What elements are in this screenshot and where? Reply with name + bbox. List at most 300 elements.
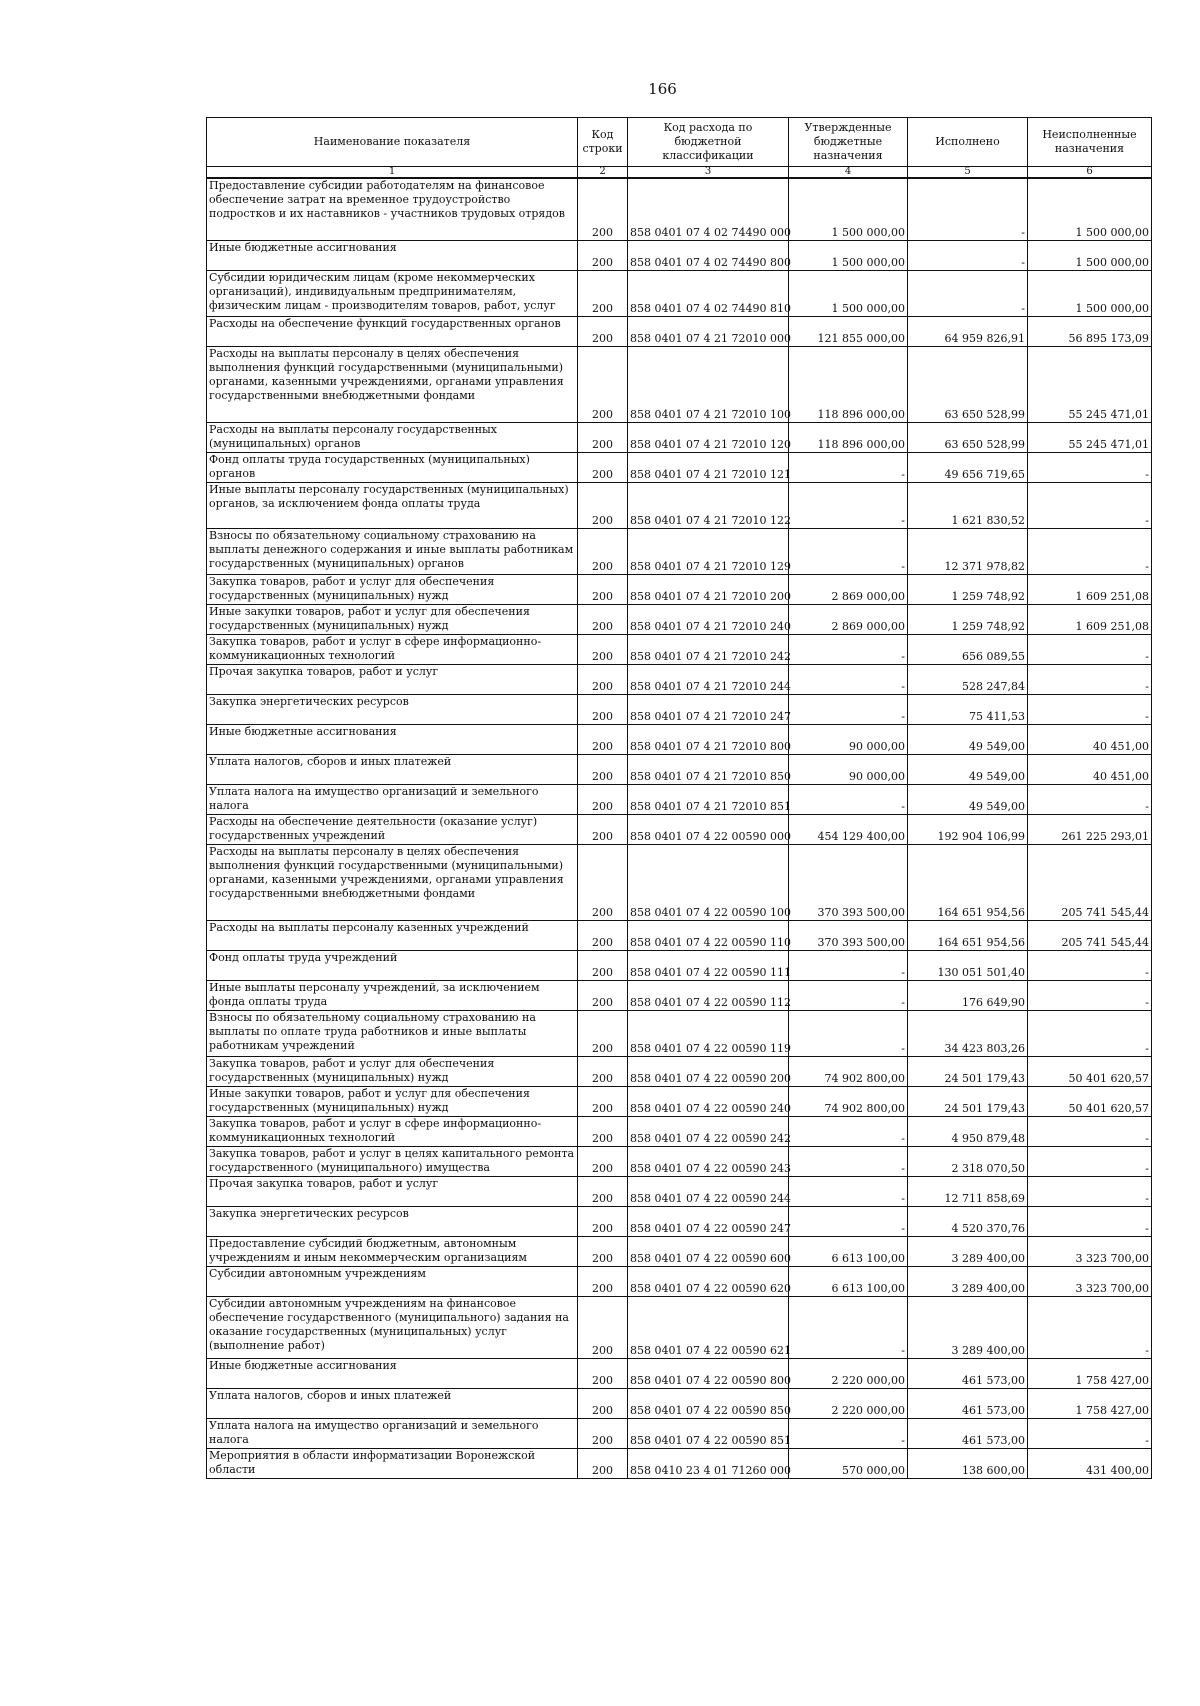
header-name: Наименование показателя — [207, 118, 578, 167]
row-approved-value: - — [901, 1191, 905, 1205]
row-approved — [789, 1056, 908, 1086]
row-approved-value: - — [901, 1343, 905, 1357]
row-code-value: 200 — [592, 679, 613, 693]
row-unexecuted-value: - — [1145, 1221, 1149, 1235]
table-row — [207, 574, 1152, 604]
row-unexecuted-value: - — [1145, 513, 1149, 527]
row-classification-value: 858 0401 07 4 21 72010 240 — [630, 619, 791, 633]
row-executed-value: 461 573,00 — [962, 1433, 1025, 1447]
row-name: Закупка товаров, работ и услуг для обеспечения государственных (муниципальных) нужд — [207, 574, 578, 604]
row-name: Уплата налогов, сборов и иных платежей — [207, 1388, 578, 1418]
row-code-value: 200 — [592, 1343, 613, 1357]
row-name: Субсидии автономным учреждениям на финансовое обеспечение государственного (муниципального) задания на оказание государственных (муниципальных) услуг (выполнение работ) — [207, 1296, 578, 1358]
row-code-value: 200 — [592, 513, 613, 527]
table-row — [207, 634, 1152, 664]
row-executed — [908, 574, 1028, 604]
row-unexecuted — [1028, 844, 1152, 920]
row-approved-value: - — [901, 467, 905, 481]
row-executed — [908, 240, 1028, 270]
row-code-value: 200 — [592, 799, 613, 813]
row-executed — [908, 1296, 1028, 1358]
row-approved — [789, 634, 908, 664]
row-unexecuted-value: - — [1145, 965, 1149, 979]
table-row — [207, 664, 1152, 694]
row-executed-value: 49 549,00 — [969, 769, 1025, 783]
row-unexecuted-value: - — [1145, 799, 1149, 813]
row-approved — [789, 754, 908, 784]
row-approved-value: - — [901, 1161, 905, 1175]
row-executed-value: 12 711 858,69 — [944, 1191, 1025, 1205]
row-code — [578, 604, 628, 634]
row-approved — [789, 784, 908, 814]
row-classification — [628, 1236, 789, 1266]
row-executed — [908, 1116, 1028, 1146]
row-approved-value: 1 500 000,00 — [831, 225, 905, 239]
row-approved-value: - — [901, 1131, 905, 1145]
row-approved — [789, 422, 908, 452]
row-approved-value: - — [901, 1221, 905, 1235]
page-number: 166 — [648, 80, 677, 98]
row-unexecuted-value: 40 451,00 — [1093, 739, 1149, 753]
row-unexecuted-value: 55 245 471,01 — [1068, 407, 1149, 421]
row-executed-value: 64 959 826,91 — [944, 331, 1025, 345]
row-approved — [789, 346, 908, 422]
row-code-value: 200 — [592, 589, 613, 603]
row-executed-value: - — [1021, 301, 1025, 315]
table-row — [207, 920, 1152, 950]
row-executed-value: 75 411,53 — [969, 709, 1025, 723]
row-unexecuted — [1028, 1418, 1152, 1448]
row-approved — [789, 814, 908, 844]
row-approved-value: 2 869 000,00 — [831, 589, 905, 603]
row-name: Расходы на обеспечение деятельности (оказание услуг) государственных учреждений — [207, 814, 578, 844]
row-code-value: 200 — [592, 1071, 613, 1085]
row-unexecuted — [1028, 1266, 1152, 1296]
row-approved — [789, 1206, 908, 1236]
row-classification — [628, 1116, 789, 1146]
row-name: Взносы по обязательному социальному страхованию на выплаты денежного содержания и иные выплаты работникам государственных (муниципальных) органов — [207, 528, 578, 574]
row-executed — [908, 1086, 1028, 1116]
row-classification — [628, 528, 789, 574]
row-executed — [908, 178, 1028, 240]
row-classification-value: 858 0401 07 4 21 72010 000 — [630, 331, 791, 345]
row-name: Предоставление субсидий бюджетным, автономным учреждениям и иным некоммерческим организациям — [207, 1236, 578, 1266]
row-approved — [789, 1296, 908, 1358]
row-classification — [628, 422, 789, 452]
row-executed — [908, 980, 1028, 1010]
row-approved-value: 370 393 500,00 — [817, 935, 905, 949]
row-approved — [789, 844, 908, 920]
row-approved-value: 1 500 000,00 — [831, 301, 905, 315]
row-executed-value: 164 651 954,56 — [937, 935, 1025, 949]
row-approved — [789, 270, 908, 316]
row-code-value: 200 — [592, 559, 613, 573]
row-unexecuted-value: 1 500 000,00 — [1075, 225, 1149, 239]
row-unexecuted-value: - — [1145, 649, 1149, 663]
table-row — [207, 240, 1152, 270]
row-executed-value: 130 051 501,40 — [937, 965, 1025, 979]
header-code: Код строки — [578, 118, 628, 167]
row-classification-value: 858 0401 07 4 21 72010 122 — [630, 513, 791, 527]
row-code-value: 200 — [592, 1281, 613, 1295]
row-approved-value: - — [901, 799, 905, 813]
row-code-value: 200 — [592, 301, 613, 315]
row-unexecuted — [1028, 980, 1152, 1010]
header-classification: Код расхода по бюджетной классификации — [628, 118, 789, 167]
row-approved — [789, 604, 908, 634]
row-classification — [628, 1418, 789, 1448]
row-code — [578, 1358, 628, 1388]
row-name: Прочая закупка товаров, работ и услуг — [207, 664, 578, 694]
row-name: Закупка товаров, работ и услуг в сфере информационно-коммуникационных технологий — [207, 634, 578, 664]
row-code — [578, 784, 628, 814]
row-approved — [789, 482, 908, 528]
table-row — [207, 980, 1152, 1010]
column-number: 6 — [1028, 167, 1152, 179]
row-name: Расходы на выплаты персоналу казенных учреждений — [207, 920, 578, 950]
row-name: Расходы на выплаты персоналу в целях обеспечения выполнения функций государственными (муниципальными) органами, казенными учреждениями, органами управления государственными внебюджетными фондами — [207, 346, 578, 422]
row-name: Взносы по обязательному социальному страхованию на выплаты по оплате труда работников и иные выплаты работникам учреждений — [207, 1010, 578, 1056]
row-unexecuted-value: - — [1145, 1343, 1149, 1357]
row-approved — [789, 1448, 908, 1478]
row-executed — [908, 920, 1028, 950]
row-executed-value: 4 520 370,76 — [951, 1221, 1025, 1235]
row-executed — [908, 528, 1028, 574]
row-code — [578, 1176, 628, 1206]
table-row — [207, 1116, 1152, 1146]
row-unexecuted — [1028, 1086, 1152, 1116]
row-name: Субсидии автономным учреждениям — [207, 1266, 578, 1296]
row-executed — [908, 1418, 1028, 1448]
row-approved-value: 2 220 000,00 — [831, 1373, 905, 1387]
row-code — [578, 664, 628, 694]
row-classification-value: 858 0401 07 4 22 00590 119 — [630, 1041, 791, 1055]
row-classification — [628, 920, 789, 950]
table-row — [207, 1418, 1152, 1448]
row-code — [578, 422, 628, 452]
row-classification — [628, 604, 789, 634]
row-unexecuted-value: - — [1145, 1433, 1149, 1447]
row-approved — [789, 528, 908, 574]
row-approved — [789, 1266, 908, 1296]
row-executed — [908, 694, 1028, 724]
table-row — [207, 754, 1152, 784]
row-approved — [789, 316, 908, 346]
row-code — [578, 1116, 628, 1146]
row-executed-value: 3 289 400,00 — [951, 1343, 1025, 1357]
row-approved-value: 118 896 000,00 — [817, 437, 905, 451]
row-classification-value: 858 0401 07 4 21 72010 200 — [630, 589, 791, 603]
row-classification-value: 858 0401 07 4 21 72010 247 — [630, 709, 791, 723]
row-code — [578, 1086, 628, 1116]
row-approved — [789, 980, 908, 1010]
header-executed: Исполнено — [908, 118, 1028, 167]
row-approved — [789, 694, 908, 724]
table-row — [207, 178, 1152, 240]
row-approved-value: 1 500 000,00 — [831, 255, 905, 269]
table-row — [207, 452, 1152, 482]
row-executed-value: 49 656 719,65 — [944, 467, 1025, 481]
row-approved-value: 74 902 800,00 — [824, 1101, 905, 1115]
table-row — [207, 1146, 1152, 1176]
row-executed — [908, 1010, 1028, 1056]
row-classification — [628, 664, 789, 694]
row-approved-value: 118 896 000,00 — [817, 407, 905, 421]
row-executed-value: 138 600,00 — [962, 1463, 1025, 1477]
row-classification-value: 858 0401 07 4 02 74490 800 — [630, 255, 791, 269]
row-classification — [628, 1086, 789, 1116]
row-unexecuted-value: 205 741 545,44 — [1061, 905, 1149, 919]
row-approved — [789, 664, 908, 694]
row-unexecuted — [1028, 814, 1152, 844]
row-unexecuted-value: - — [1145, 995, 1149, 1009]
table-row — [207, 1448, 1152, 1478]
row-executed — [908, 452, 1028, 482]
row-code-value: 200 — [592, 407, 613, 421]
row-approved-value: - — [901, 995, 905, 1009]
row-unexecuted-value: 1 500 000,00 — [1075, 301, 1149, 315]
row-unexecuted — [1028, 1010, 1152, 1056]
row-classification-value: 858 0401 07 4 22 00590 100 — [630, 905, 791, 919]
row-unexecuted-value: - — [1145, 709, 1149, 723]
row-code — [578, 1206, 628, 1236]
row-executed-value: 24 501 179,43 — [944, 1071, 1025, 1085]
row-code — [578, 270, 628, 316]
table-body — [207, 178, 1152, 1478]
row-executed-value: - — [1021, 255, 1025, 269]
row-unexecuted-value: 50 401 620,57 — [1068, 1071, 1149, 1085]
row-classification — [628, 1388, 789, 1418]
row-name: Иные выплаты персоналу учреждений, за исключением фонда оплаты труда — [207, 980, 578, 1010]
row-classification-value: 858 0401 07 4 22 00590 800 — [630, 1373, 791, 1387]
column-number: 2 — [578, 167, 628, 179]
row-name: Мероприятия в области информатизации Воронежской области — [207, 1448, 578, 1478]
row-approved-value: - — [901, 965, 905, 979]
row-classification — [628, 270, 789, 316]
row-executed — [908, 1358, 1028, 1388]
row-code — [578, 844, 628, 920]
row-executed-value: 176 649,90 — [962, 995, 1025, 1009]
row-classification-value: 858 0401 07 4 21 72010 851 — [630, 799, 791, 813]
row-code-value: 200 — [592, 1161, 613, 1175]
row-name: Иные бюджетные ассигнования — [207, 724, 578, 754]
row-unexecuted-value: 1 609 251,08 — [1075, 589, 1149, 603]
row-unexecuted — [1028, 528, 1152, 574]
row-approved — [789, 1176, 908, 1206]
row-classification — [628, 784, 789, 814]
row-code — [578, 1448, 628, 1478]
row-unexecuted-value: 1 609 251,08 — [1075, 619, 1149, 633]
row-classification — [628, 1448, 789, 1478]
table-row — [207, 1176, 1152, 1206]
row-unexecuted — [1028, 1448, 1152, 1478]
row-unexecuted — [1028, 694, 1152, 724]
row-code-value: 200 — [592, 1463, 613, 1477]
row-classification-value: 858 0401 07 4 22 00590 850 — [630, 1403, 791, 1417]
row-name: Фонд оплаты труда государственных (муниципальных) органов — [207, 452, 578, 482]
row-approved — [789, 1388, 908, 1418]
row-code — [578, 1388, 628, 1418]
row-classification — [628, 346, 789, 422]
row-code-value: 200 — [592, 769, 613, 783]
row-executed-value: 49 549,00 — [969, 739, 1025, 753]
row-classification-value: 858 0401 07 4 22 00590 600 — [630, 1251, 791, 1265]
row-classification — [628, 1358, 789, 1388]
table-row — [207, 1266, 1152, 1296]
row-name: Субсидии юридическим лицам (кроме некоммерческих организаций), индивидуальным предпринимателям, физическим лицам - производителям товаров, работ, услуг — [207, 270, 578, 316]
row-unexecuted — [1028, 784, 1152, 814]
row-code-value: 200 — [592, 619, 613, 633]
row-unexecuted-value: 40 451,00 — [1093, 769, 1149, 783]
row-unexecuted — [1028, 482, 1152, 528]
table-row — [207, 1296, 1152, 1358]
row-classification — [628, 1056, 789, 1086]
row-approved-value: - — [901, 679, 905, 693]
row-name: Уплата налога на имущество организаций и земельного налога — [207, 784, 578, 814]
row-classification — [628, 844, 789, 920]
row-approved — [789, 178, 908, 240]
row-name: Закупка энергетических ресурсов — [207, 694, 578, 724]
row-approved — [789, 920, 908, 950]
row-executed — [908, 634, 1028, 664]
row-executed-value: 461 573,00 — [962, 1373, 1025, 1387]
row-classification — [628, 694, 789, 724]
row-classification — [628, 1266, 789, 1296]
row-approved-value: 6 613 100,00 — [831, 1281, 905, 1295]
row-classification — [628, 814, 789, 844]
table-row — [207, 316, 1152, 346]
row-executed — [908, 482, 1028, 528]
row-classification-value: 858 0401 07 4 21 72010 129 — [630, 559, 791, 573]
row-code — [578, 240, 628, 270]
row-executed-value: 24 501 179,43 — [944, 1101, 1025, 1115]
row-approved-value: 570 000,00 — [842, 1463, 905, 1477]
header-unexecuted: Неисполненные назначения — [1028, 118, 1152, 167]
row-approved-value: 2 869 000,00 — [831, 619, 905, 633]
row-classification-value: 858 0401 07 4 22 00590 110 — [630, 935, 791, 949]
row-unexecuted — [1028, 724, 1152, 754]
row-code — [578, 316, 628, 346]
column-number: 4 — [789, 167, 908, 179]
row-name: Иные закупки товаров, работ и услуг для обеспечения государственных (муниципальных) нужд — [207, 1086, 578, 1116]
row-executed — [908, 1176, 1028, 1206]
row-code-value: 200 — [592, 1131, 613, 1145]
row-unexecuted — [1028, 1236, 1152, 1266]
table-row — [207, 270, 1152, 316]
row-executed — [908, 1146, 1028, 1176]
row-executed — [908, 422, 1028, 452]
row-classification — [628, 1010, 789, 1056]
row-code — [578, 574, 628, 604]
table-row — [207, 482, 1152, 528]
table-row — [207, 1388, 1152, 1418]
row-unexecuted-value: 431 400,00 — [1086, 1463, 1149, 1477]
row-approved — [789, 452, 908, 482]
row-approved-value: - — [901, 709, 905, 723]
row-code-value: 200 — [592, 331, 613, 345]
row-executed — [908, 1236, 1028, 1266]
row-classification — [628, 452, 789, 482]
row-executed-value: 1 621 830,52 — [951, 513, 1025, 527]
table-row — [207, 724, 1152, 754]
row-classification-value: 858 0401 07 4 22 00590 242 — [630, 1131, 791, 1145]
row-executed — [908, 844, 1028, 920]
row-executed-value: 12 371 978,82 — [944, 559, 1025, 573]
row-unexecuted-value: 1 758 427,00 — [1075, 1373, 1149, 1387]
row-unexecuted-value: - — [1145, 467, 1149, 481]
row-executed — [908, 1056, 1028, 1086]
row-classification — [628, 724, 789, 754]
row-classification-value: 858 0401 07 4 21 72010 850 — [630, 769, 791, 783]
row-code-value: 200 — [592, 437, 613, 451]
table-row — [207, 1236, 1152, 1266]
row-executed — [908, 950, 1028, 980]
row-approved-value: 90 000,00 — [849, 769, 905, 783]
row-unexecuted — [1028, 1296, 1152, 1358]
table-row — [207, 1010, 1152, 1056]
row-unexecuted-value: - — [1145, 679, 1149, 693]
row-name: Фонд оплаты труда учреждений — [207, 950, 578, 980]
row-code-value: 200 — [592, 1433, 613, 1447]
row-unexecuted-value: - — [1145, 1191, 1149, 1205]
row-classification-value: 858 0401 07 4 21 72010 100 — [630, 407, 791, 421]
row-name: Прочая закупка товаров, работ и услуг — [207, 1176, 578, 1206]
row-code-value: 200 — [592, 1251, 613, 1265]
row-name: Закупка товаров, работ и услуг в целях капитального ремонта государственного (муниципального) имущества — [207, 1146, 578, 1176]
row-name: Иные бюджетные ассигнования — [207, 240, 578, 270]
row-unexecuted-value: - — [1145, 1041, 1149, 1055]
row-approved — [789, 1358, 908, 1388]
row-classification-value: 858 0401 07 4 21 72010 120 — [630, 437, 791, 451]
row-classification-value: 858 0401 07 4 21 72010 800 — [630, 739, 791, 753]
row-executed — [908, 270, 1028, 316]
row-classification — [628, 316, 789, 346]
row-name: Иные закупки товаров, работ и услуг для обеспечения государственных (муниципальных) нужд — [207, 604, 578, 634]
row-unexecuted — [1028, 1056, 1152, 1086]
table-row — [207, 346, 1152, 422]
row-executed-value: 164 651 954,56 — [937, 905, 1025, 919]
row-executed-value: 49 549,00 — [969, 799, 1025, 813]
row-classification-value: 858 0401 07 4 22 00590 244 — [630, 1191, 791, 1205]
row-name: Предоставление субсидии работодателям на финансовое обеспечение затрат на временное трудоустройство подростков и их наставников - участников трудовых отрядов — [207, 178, 578, 240]
row-approved — [789, 1236, 908, 1266]
row-approved-value: 121 855 000,00 — [817, 331, 905, 345]
row-code-value: 200 — [592, 1403, 613, 1417]
table-row — [207, 1056, 1152, 1086]
table-row — [207, 1206, 1152, 1236]
row-classification — [628, 240, 789, 270]
row-code-value: 200 — [592, 1373, 613, 1387]
row-executed-value: 63 650 528,99 — [944, 437, 1025, 451]
row-approved-value: - — [901, 559, 905, 573]
row-approved — [789, 1086, 908, 1116]
row-approved-value: 370 393 500,00 — [817, 905, 905, 919]
row-executed — [908, 784, 1028, 814]
column-number: 1 — [207, 167, 578, 179]
row-unexecuted — [1028, 950, 1152, 980]
row-executed — [908, 814, 1028, 844]
row-classification — [628, 1146, 789, 1176]
row-classification — [628, 1176, 789, 1206]
row-code-value: 200 — [592, 829, 613, 843]
table-row — [207, 1086, 1152, 1116]
row-executed-value: 34 423 803,26 — [944, 1041, 1025, 1055]
row-executed — [908, 1448, 1028, 1478]
row-classification-value: 858 0401 07 4 22 00590 247 — [630, 1221, 791, 1235]
row-code-value: 200 — [592, 1041, 613, 1055]
row-classification — [628, 980, 789, 1010]
row-executed — [908, 1388, 1028, 1418]
